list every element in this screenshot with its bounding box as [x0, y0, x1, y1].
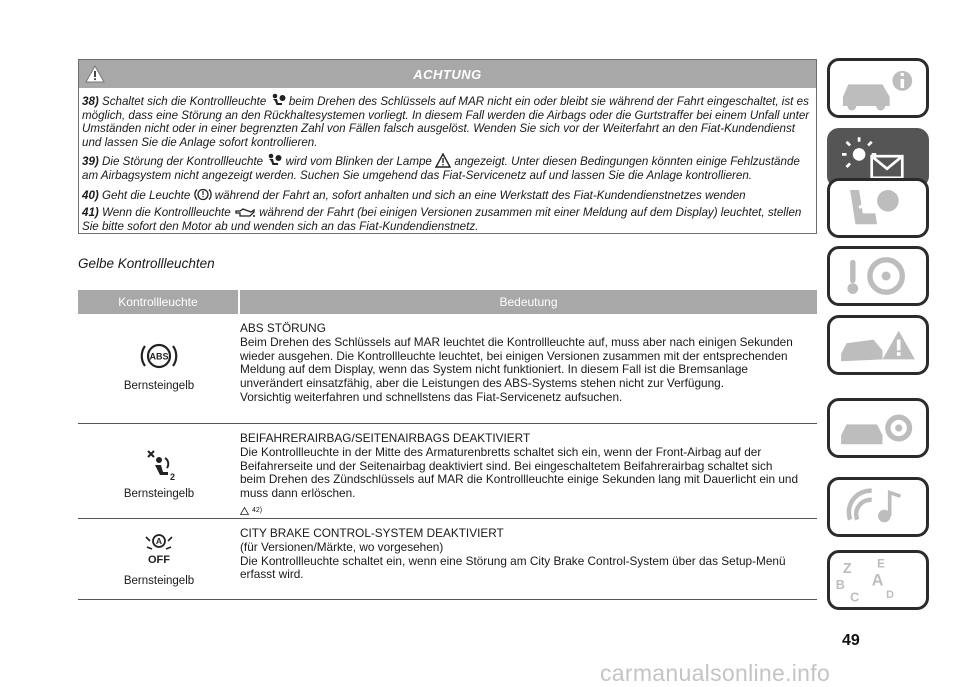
warning-lights-table	[78, 290, 817, 600]
warning-triangle-icon	[85, 64, 105, 84]
lamp-cell	[78, 314, 240, 423]
svg-text:E: E	[877, 557, 885, 571]
warning-triangle-icon	[240, 507, 249, 515]
car-crash-icon	[830, 318, 926, 372]
airbag-warning-icon	[266, 153, 282, 168]
key-steering-icon	[830, 249, 926, 303]
lamp-cell	[78, 424, 240, 518]
column-header: Kontrollleuchte	[78, 290, 238, 314]
table-row	[78, 519, 817, 600]
sidebar-tab-multimedia[interactable]	[827, 477, 929, 537]
sidebar-tab-emergency[interactable]	[827, 315, 929, 375]
city-brake-off-icon	[139, 531, 179, 571]
watermark: carmanualsonline.info	[600, 660, 831, 686]
passenger-airbag-off-icon	[139, 444, 179, 484]
car-info-icon	[830, 61, 926, 115]
warning-item: 40) Geht die Leuchte während der Fahrt an, sofort anhalten und sich an eine Werkstatt des Fiat-Kundendienstnetzes wenden	[82, 188, 746, 202]
lamp-color: Bernsteingelb	[123, 575, 195, 587]
svg-text:C: C	[850, 590, 860, 605]
warning-item: 39) Die Störung der Kontrollleuchte wird vom Blinken der Lampe angezeigt. Unter diesen Bedingungen könnten einige Fehlzustände am Airbagsystem nicht angezeigt werden. Suchen Sie umgehend das Fiat-Servicenetz auf und lassen Sie die Anlage kontrollieren.	[82, 155, 800, 182]
lamp-color: Bernsteingelb	[123, 380, 195, 392]
warning-box	[78, 59, 817, 234]
warning-triangle-icon	[435, 153, 451, 168]
svg-text:2: 2	[170, 472, 176, 482]
meaning-cell: ABS STÖRUNG Beim Drehen des Schlüssels auf MAR leuchtet die Kontrollleuchte auf, muss aber nach einigen Sekunden wieder ausgehen. Die Kontrollleuchte leuchtet, bei einigen Versionen zusammen mit der entsprechenden Meldung auf dem Display, wenn das System nicht funktioniert. In diesem Fall ist die Bremsanlage unverändert einsatzfähig, aber die Leistungen des ABS-Systems stehen nicht zur Verfügung. Vorsichtig weiterfahren und schnellstens das Fiat-Servicenetz aufsuchen.	[240, 321, 793, 404]
svg-text:B: B	[835, 578, 845, 592]
sidebar-tab-index[interactable]	[827, 550, 929, 610]
table-row	[78, 424, 817, 519]
lamp-cell	[78, 519, 240, 599]
svg-text:OFF: OFF	[148, 554, 170, 566]
warning-header	[79, 60, 816, 88]
seat-airbag-icon	[830, 181, 926, 235]
svg-text:Z: Z	[842, 560, 852, 577]
warning-light-message-icon	[830, 131, 926, 185]
warning-body	[79, 88, 816, 233]
warning-title: ACHTUNG	[413, 66, 482, 82]
svg-text:D: D	[886, 589, 894, 601]
footnote-ref: 42)	[240, 504, 801, 518]
page-number: 49	[842, 632, 860, 649]
alphabet-index-icon	[830, 553, 926, 607]
oil-pressure-icon	[234, 206, 256, 219]
brake-warning-icon	[194, 187, 212, 202]
svg-text:A: A	[155, 536, 163, 547]
warning-item: 41) Wenn die Kontrollleuchte während der Fahrt (bei einigen Versionen zusammen mit einer Meldung auf dem Display) leuchtet, stellen Sie bitte sofort den Motor ab und wenden sich an das Fiat-Kundendienstnetz.	[82, 206, 802, 233]
airbag-warning-icon	[270, 93, 286, 108]
car-gear-icon	[830, 401, 926, 455]
abs-warning-icon	[139, 336, 179, 376]
meaning-cell: BEIFAHRERAIRBAG/SEITENAIRBAGS DEAKTIVIERT Die Kontrollleuchte in der Mitte des Armaturenbretts schaltet sich ein, wenn der Front-Airbag auf der Beifahrerseite und der Seitenairbag deaktiviert sind. Bei eingeschaltetem Beifahrerairbag schaltet sich beim Drehen des Zündschlüssels auf MAR die Kontrollleuchte einige Sekunden lang mit Dauerlicht ein und muss dann erlöschen. 42)	[240, 424, 817, 518]
table-row	[78, 314, 817, 424]
meaning-cell: CITY BRAKE CONTROL-SYSTEM DEAKTIVIERT (für Versionen/Märkte, wo vorgesehen) Die Kontrollleuchte schaltet ein, wenn eine Störung am City Brake Control-System über das Setup-Menü erfasst wird.	[240, 526, 786, 582]
table-header	[78, 290, 817, 314]
lamp-color: Bernsteingelb	[123, 488, 195, 500]
sidebar-tab-car-info[interactable]	[827, 58, 929, 118]
sidebar-tab-start-driving[interactable]	[827, 246, 929, 306]
section-title: Gelbe Kontrollleuchten	[78, 256, 215, 271]
svg-text:A: A	[871, 571, 884, 590]
svg-text:ABS: ABS	[149, 351, 169, 362]
sidebar-tab-safety[interactable]	[827, 178, 929, 238]
sidebar-tab-maintenance[interactable]	[827, 398, 929, 458]
warning-item: 38) Schaltet sich die Kontrollleuchte beim Drehen des Schlüssels auf MAR nicht ein oder bleibt sie während der Fahrt eingeschaltet, ist es möglich, dass eine Störung an den Rückhaltesystemen vorliegt. In diesem Fall werden die Airbags oder die Gurtstraffer bei einem Unfall unter Umständen nicht oder in einer begrenzten Zahl von Fällen falsch ausgelöst. Wenden Sie sich vor der Weiterfahrt an den Fiat-Kundendienst und lassen Sie die Anlage sofort kontrollieren.	[82, 95, 810, 149]
column-header: Bedeutung	[240, 290, 817, 314]
multimedia-icon	[830, 480, 926, 534]
